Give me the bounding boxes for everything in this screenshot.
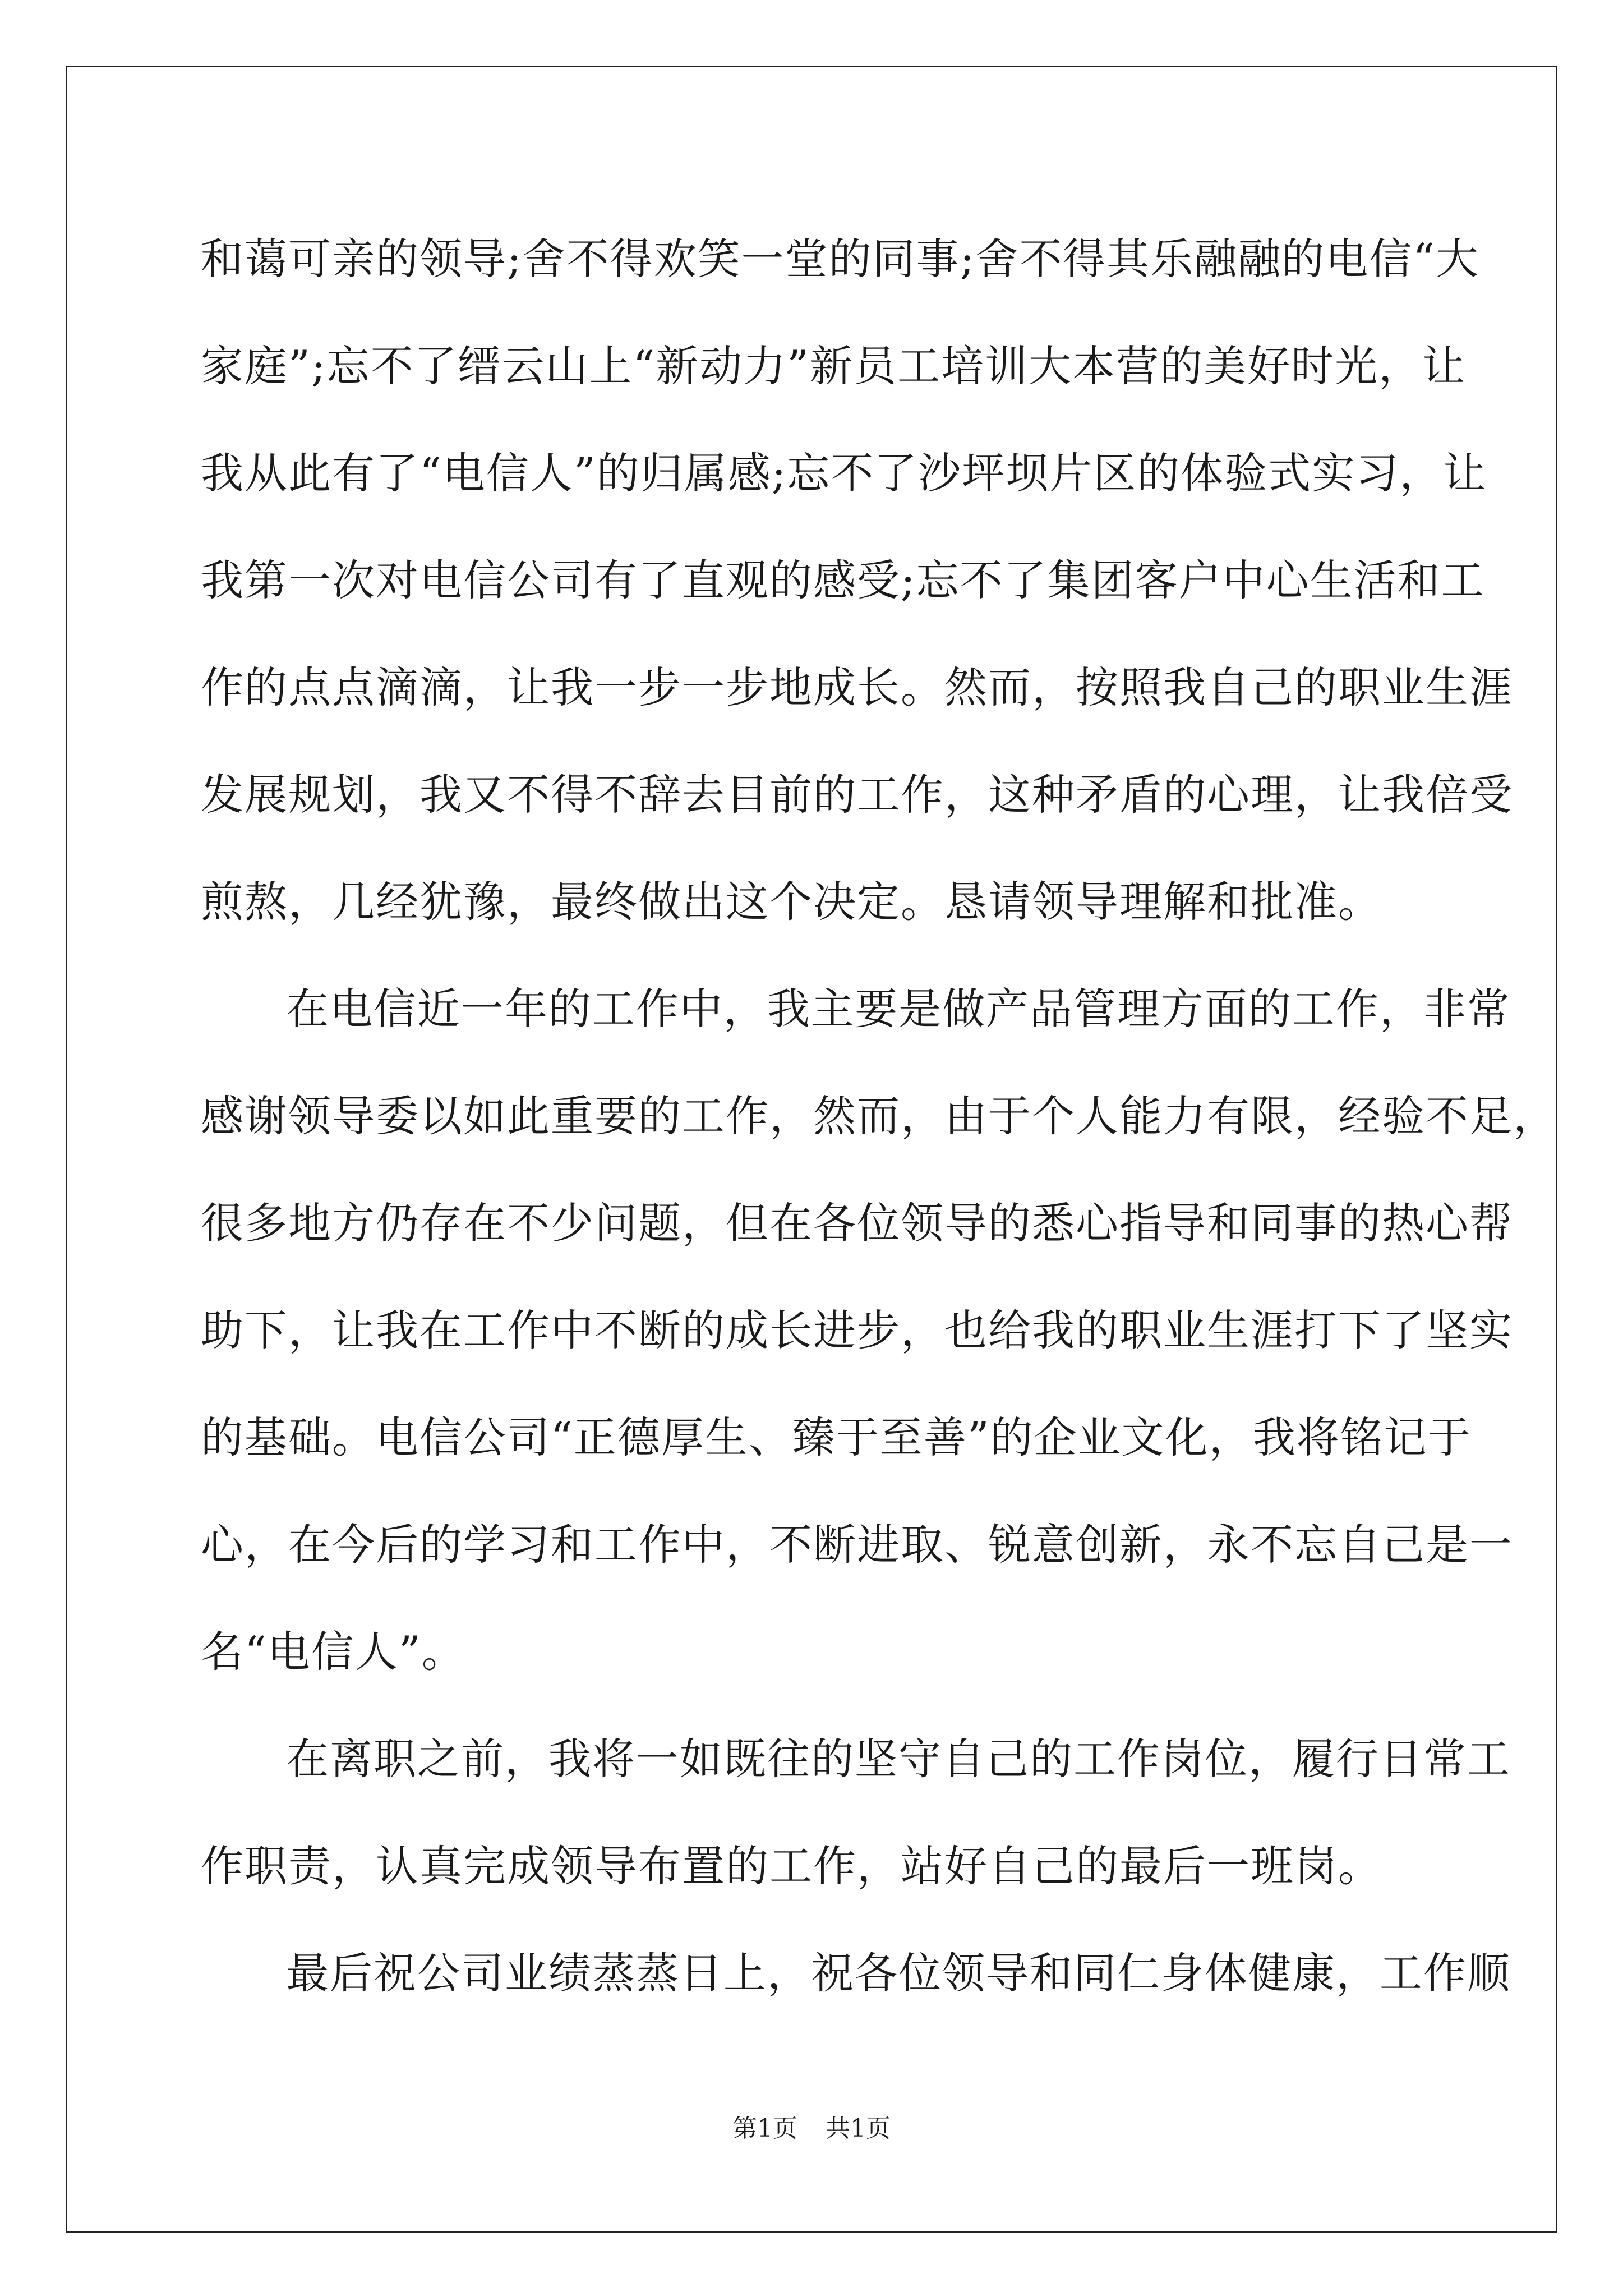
text-line: 和蔼可亲的领导;舍不得欢笑一堂的同事;舍不得其乐融融的电信“大 bbox=[201, 234, 1480, 284]
text-line: 发展规划，我又不得不辞去目前的工作，这种矛盾的心理，让我倍受 bbox=[201, 770, 1513, 820]
text-line: 作职责，认真完成领导布置的工作，站好自己的最后一班岗。 bbox=[201, 1841, 1382, 1891]
text-line: 在离职之前，我将一如既往的坚守自己的工作岗位，履行日常工 bbox=[286, 1734, 1511, 1784]
text-line: 我从此有了“电信人”的归属感;忘不了沙坪坝片区的体验式实习，让 bbox=[201, 448, 1487, 498]
page-number-current: 第1页 bbox=[732, 2114, 797, 2143]
text-line: 在电信近一年的工作中，我主要是做产品管理方面的工作，非常 bbox=[286, 984, 1511, 1034]
text-line: 最后祝公司业绩蒸蒸日上，祝各位领导和同仁身体健康，工作顺 bbox=[286, 1948, 1511, 1998]
document-body bbox=[201, 205, 1557, 2027]
text-line: 煎熬，几经犹豫，最终做出这个决定。恳请领导理解和批准。 bbox=[201, 877, 1382, 927]
text-line: 很多地方仍存在不少问题，但在各位领导的悉心指导和同事的热心帮 bbox=[201, 1198, 1513, 1248]
text-line: 名“电信人”。 bbox=[201, 1627, 465, 1677]
text-line: 心，在今后的学习和工作中，不断进取、锐意创新，永不忘自己是一 bbox=[201, 1520, 1513, 1570]
page-footer bbox=[0, 2112, 1623, 2146]
text-line: 的基础。电信公司“正德厚生、臻于至善”的企业文化，我将铭记于 bbox=[201, 1412, 1472, 1462]
text-line: 我第一次对电信公司有了直观的感受;忘不了集团客户中心生活和工 bbox=[201, 555, 1485, 605]
text-line: 感谢领导委以如此重要的工作，然而，由于个人能力有限，经验不足， bbox=[201, 1091, 1557, 1141]
text-line: 家庭”;忘不了缙云山上“新动力”新员工培训大本营的美好时光，让 bbox=[201, 341, 1467, 391]
text-line: 作的点点滴滴，让我一步一步地成长。然而，按照我自己的职业生涯 bbox=[201, 662, 1513, 712]
page-number-total: 共1页 bbox=[826, 2114, 891, 2143]
text-line: 助下，让我在工作中不断的成长进步，也给我的职业生涯打下了坚实 bbox=[201, 1305, 1513, 1355]
